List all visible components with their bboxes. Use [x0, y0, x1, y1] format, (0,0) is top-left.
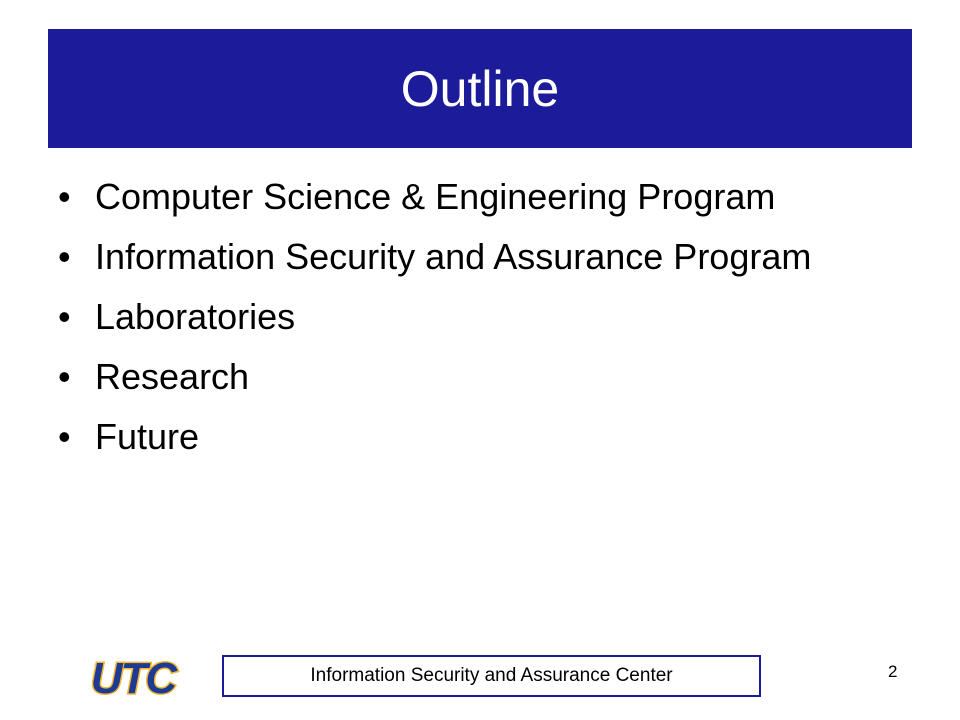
bullet-text: Information Security and Assurance Program — [95, 236, 812, 277]
bullet-marker: • — [58, 176, 71, 217]
bullet-text: Research — [95, 356, 250, 397]
utc-logo — [80, 652, 186, 702]
slide-title: Outline — [400, 60, 560, 117]
bullet-marker: • — [58, 296, 71, 337]
bullet-item-isa-program — [58, 235, 918, 279]
bullet-text: Laboratories — [95, 296, 296, 337]
bullet-list — [58, 175, 918, 475]
title-bar — [48, 29, 912, 148]
bullet-marker: • — [58, 416, 71, 457]
bullet-text: Future — [95, 416, 200, 457]
footer-text: Information Security and Assurance Center — [310, 665, 673, 686]
bullet-marker: • — [58, 356, 71, 397]
svg-text:UTC: UTC — [90, 654, 176, 702]
page-number: 2 — [888, 662, 898, 681]
bullet-item-laboratories — [58, 295, 918, 339]
footer-bar — [222, 655, 761, 697]
bullet-marker: • — [58, 236, 71, 277]
bullet-item-cse-program — [58, 175, 918, 219]
bullet-item-future — [58, 415, 918, 459]
footer-inner — [224, 657, 759, 695]
bullet-item-research — [58, 355, 918, 399]
bullet-text: Computer Science & Engineering Program — [95, 176, 776, 217]
